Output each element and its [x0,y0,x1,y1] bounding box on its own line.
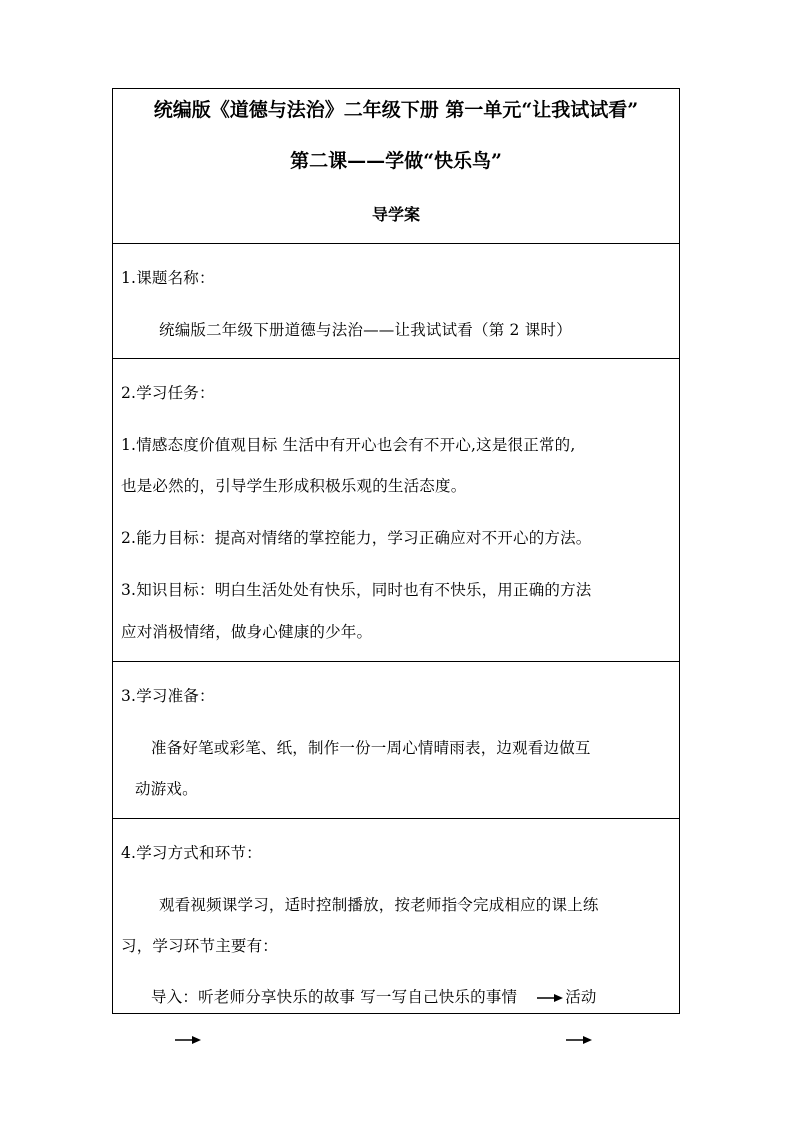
task-ability: 2.能力目标：提高对情绪的掌控能力，学习正确应对不开心的方法。 [121,529,592,547]
flow-arrow-icon [537,989,563,1007]
section1-content: 统编版二年级下册道德与法治——让我试试看（第 2 课时） [159,321,572,339]
preparation-line2: 动游戏。 [135,780,198,798]
document-title-line2: 第二课——学做“快乐鸟” [290,150,502,172]
arrow-right-icon [566,1030,592,1049]
arrow-right-icon [175,1030,201,1049]
header-row [113,89,679,244]
section3-heading: 3.学习准备： [121,687,215,705]
section-preparation [113,662,679,819]
flow-activity-text: 活动 [565,988,597,1006]
section4-heading: 4.学习方式和环节： [121,844,262,862]
section2-heading: 2.学习任务： [121,384,215,402]
section-topic-name [113,244,679,359]
flow-intro-text: 导入：听老师分享快乐的故事 写一写自己快乐的事情 [151,988,518,1006]
task-knowledge-line2: 应对消极情绪，做身心健康的少年。 [121,623,373,641]
section-learning-tasks [113,359,679,662]
lesson-plan-table [112,88,680,1014]
section-learning-methods [113,819,679,1013]
task-emotion-line2: 也是必然的，引导学生形成积极乐观的生活态度。 [121,477,467,495]
document-subtitle: 导学案 [371,205,420,224]
document-title-line1: 统编版《道德与法治》二年级下册 第一单元“让我试试看” [153,99,639,121]
preparation-line1: 准备好笔或彩笔、纸，制作一份一周心情晴雨表，边观看边做互 [151,739,591,757]
task-emotion-line1: 1.情感态度价值观目标 生活中有开心也会有不开心,这是很正常的, [121,436,576,454]
methods-line2: 习，学习环节主要有： [121,937,279,955]
task-knowledge-line1: 3.知识目标：明白生活处处有快乐，同时也有不快乐，用正确的方法 [121,581,592,599]
learning-flow-line [151,985,597,1007]
section1-heading: 1.课题名称： [121,269,215,287]
methods-line1: 观看视频课学习，适时控制播放，按老师指令完成相应的课上练 [159,896,599,914]
